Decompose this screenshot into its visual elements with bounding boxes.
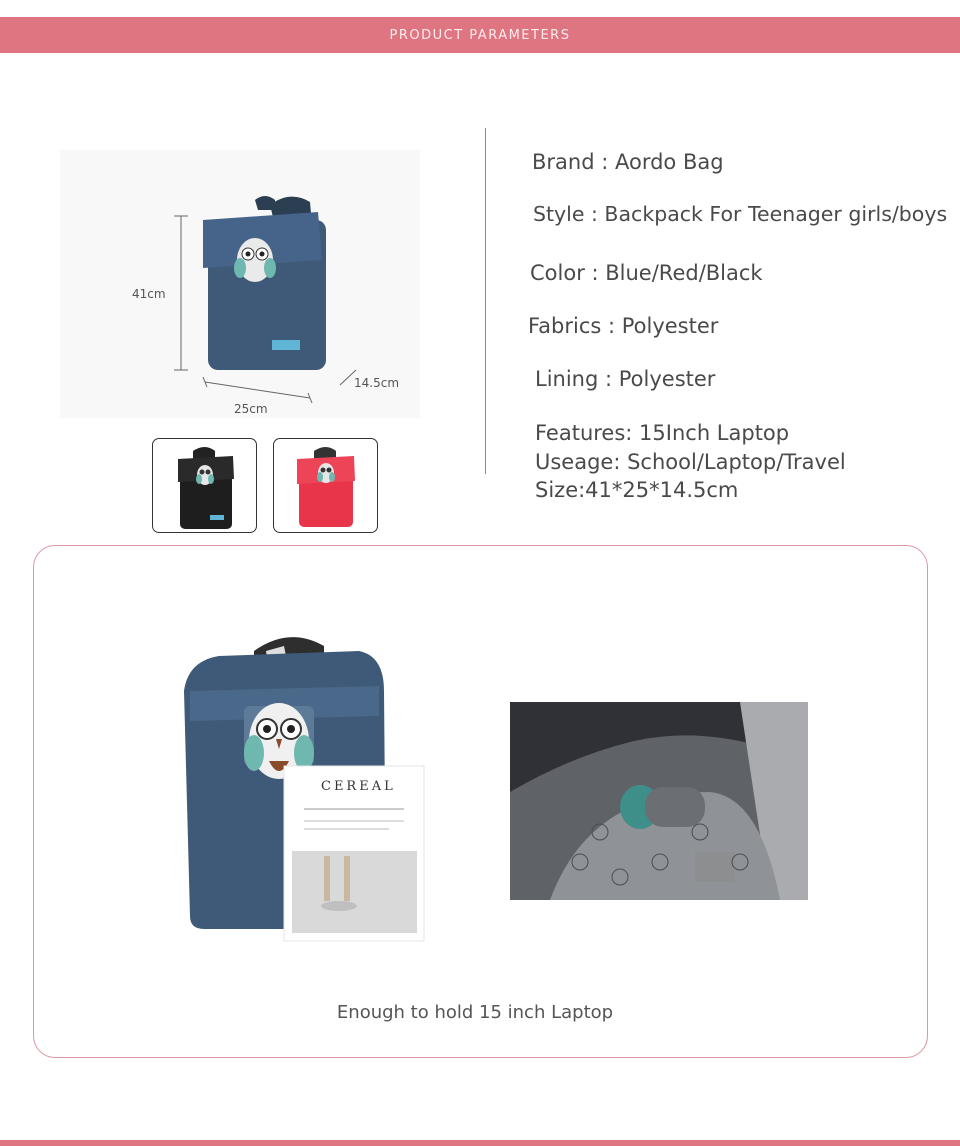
height-label: 41cm <box>132 287 166 301</box>
width-label: 25cm <box>234 402 268 416</box>
panel-caption: Enough to hold 15 inch Laptop <box>336 1002 614 1023</box>
param-color: Color : Blue/Red/Black <box>530 261 763 285</box>
depth-label: 14.5cm <box>354 376 400 390</box>
param-features: Features: 15Inch Laptop <box>535 421 790 445</box>
magazine-title: CEREAL <box>321 779 396 794</box>
laptop-capacity-panel <box>33 545 928 1058</box>
banner-title: PRODUCT PARAMETERS <box>389 27 571 43</box>
param-lining: Lining : Polyester <box>535 367 716 391</box>
divider-line <box>485 128 486 474</box>
red-backpack-image <box>274 439 378 533</box>
black-backpack-image <box>153 439 257 533</box>
dimension-image <box>60 150 420 418</box>
param-brand: Brand : Aordo Bag <box>532 150 724 174</box>
header-banner <box>0 17 960 53</box>
backpack-with-magazine-image <box>174 631 444 951</box>
param-useage: Useage: School/Laptop/Travel <box>535 450 846 474</box>
bottom-accent-line <box>0 1140 960 1146</box>
param-fabrics: Fabrics : Polyester <box>528 314 719 338</box>
param-size: Size:41*25*14.5cm <box>535 478 739 502</box>
thumbnail-red-backpack[interactable] <box>273 438 378 533</box>
thumbnail-black-backpack[interactable] <box>152 438 257 533</box>
param-style: Style : Backpack For Teenager girls/boys <box>533 202 948 226</box>
backpack-interior-image <box>510 702 808 900</box>
